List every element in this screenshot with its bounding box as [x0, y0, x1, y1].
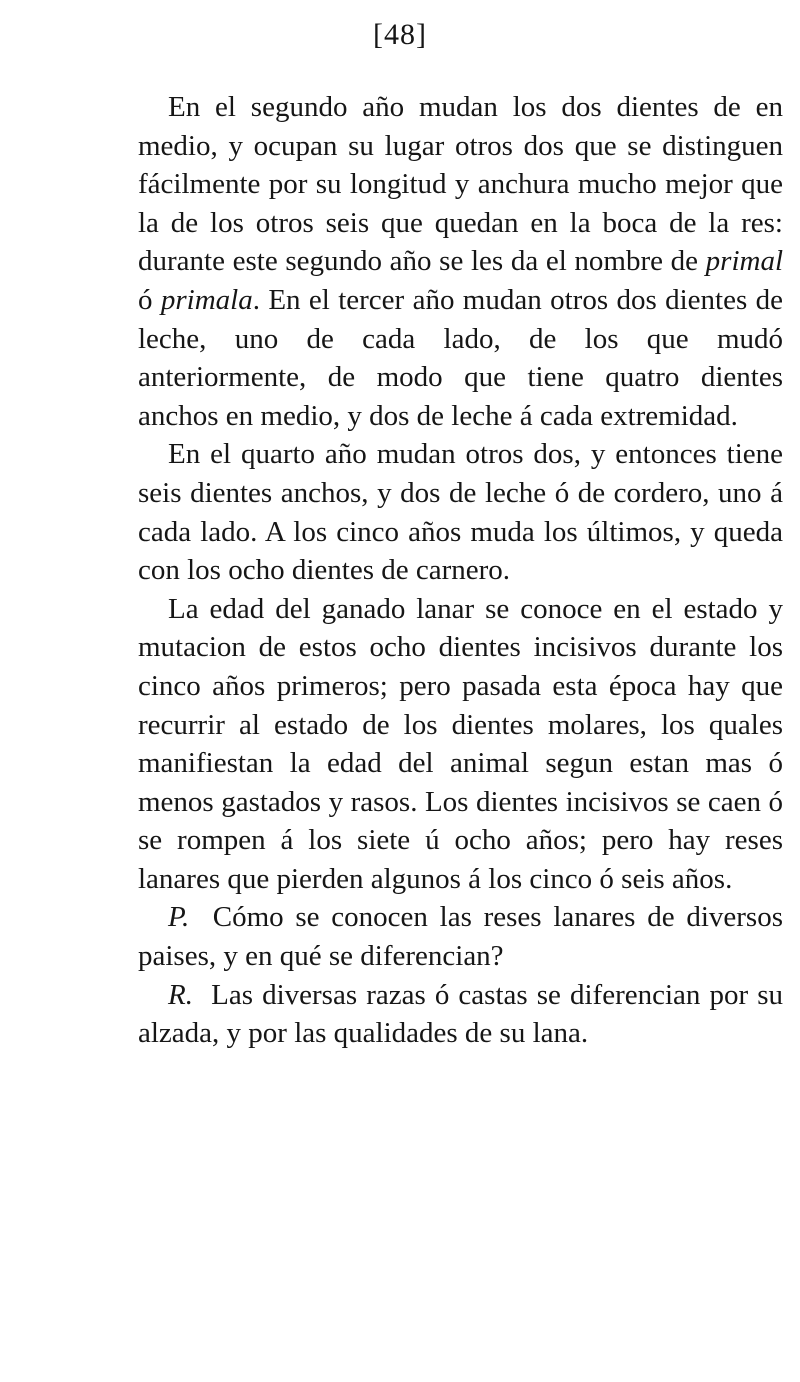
question-paragraph — [138, 898, 783, 975]
question-label: P. — [168, 901, 190, 934]
question-text: Cómo se conocen las reses lanares de diversos paises, y en qué se diferencian? — [138, 901, 783, 973]
answer-text: Las diversas razas ó castas se diferencian por su alzada, y por las qualidades de su lana. — [138, 978, 784, 1050]
italic-term-primal: primal — [705, 245, 783, 278]
paragraph-text: . En el tercer año mudan otros dos dientes de leche, uno de cada lado, de los que mudó anteriormente, de modo que tiene quatro dientes anchos en medio, y dos de leche á cada extremidad. — [138, 283, 784, 432]
paragraph-fourth-year — [138, 435, 783, 589]
page-number: [48] — [373, 18, 427, 51]
paragraph-second-year — [138, 88, 783, 435]
answer-label: R. — [168, 978, 193, 1011]
body-text — [138, 88, 783, 1053]
paragraph-text: En el segundo año mudan los dos dientes de en medio, y ocupan su lugar otros dos que se distinguen fácilmente por su longitud y anchura mucho mejor que la de los otros seis que quedan en la boca de la res: durante este segundo año se les da el nombre de — [138, 91, 783, 278]
paragraph-text: ó — [138, 283, 161, 316]
paragraph-text: La edad del ganado lanar se conoce en el estado y mutacion de estos ocho dientes incisivos durante los cinco años primeros; pero pasada esta época hay que recurrir al estado de los dientes molares, los quales manifiestan la edad del animal segun estan mas ó menos gastados y rasos. Los dientes incisivos se caen ó se rompen á los siete ú ocho años; pero hay reses lanares que pierden algunos á los cinco ó seis años. — [138, 592, 783, 895]
answer-paragraph — [138, 976, 783, 1053]
paragraph-text: En el quarto año mudan otros dos, y entonces tiene seis dientes anchos, y dos de leche ó de cordero, uno á cada lado. A los cinco años muda los últimos, y queda con los ocho dientes de carnero. — [138, 438, 783, 587]
italic-term-primala: primala — [160, 283, 253, 316]
paragraph-age-of-sheep — [138, 590, 783, 899]
